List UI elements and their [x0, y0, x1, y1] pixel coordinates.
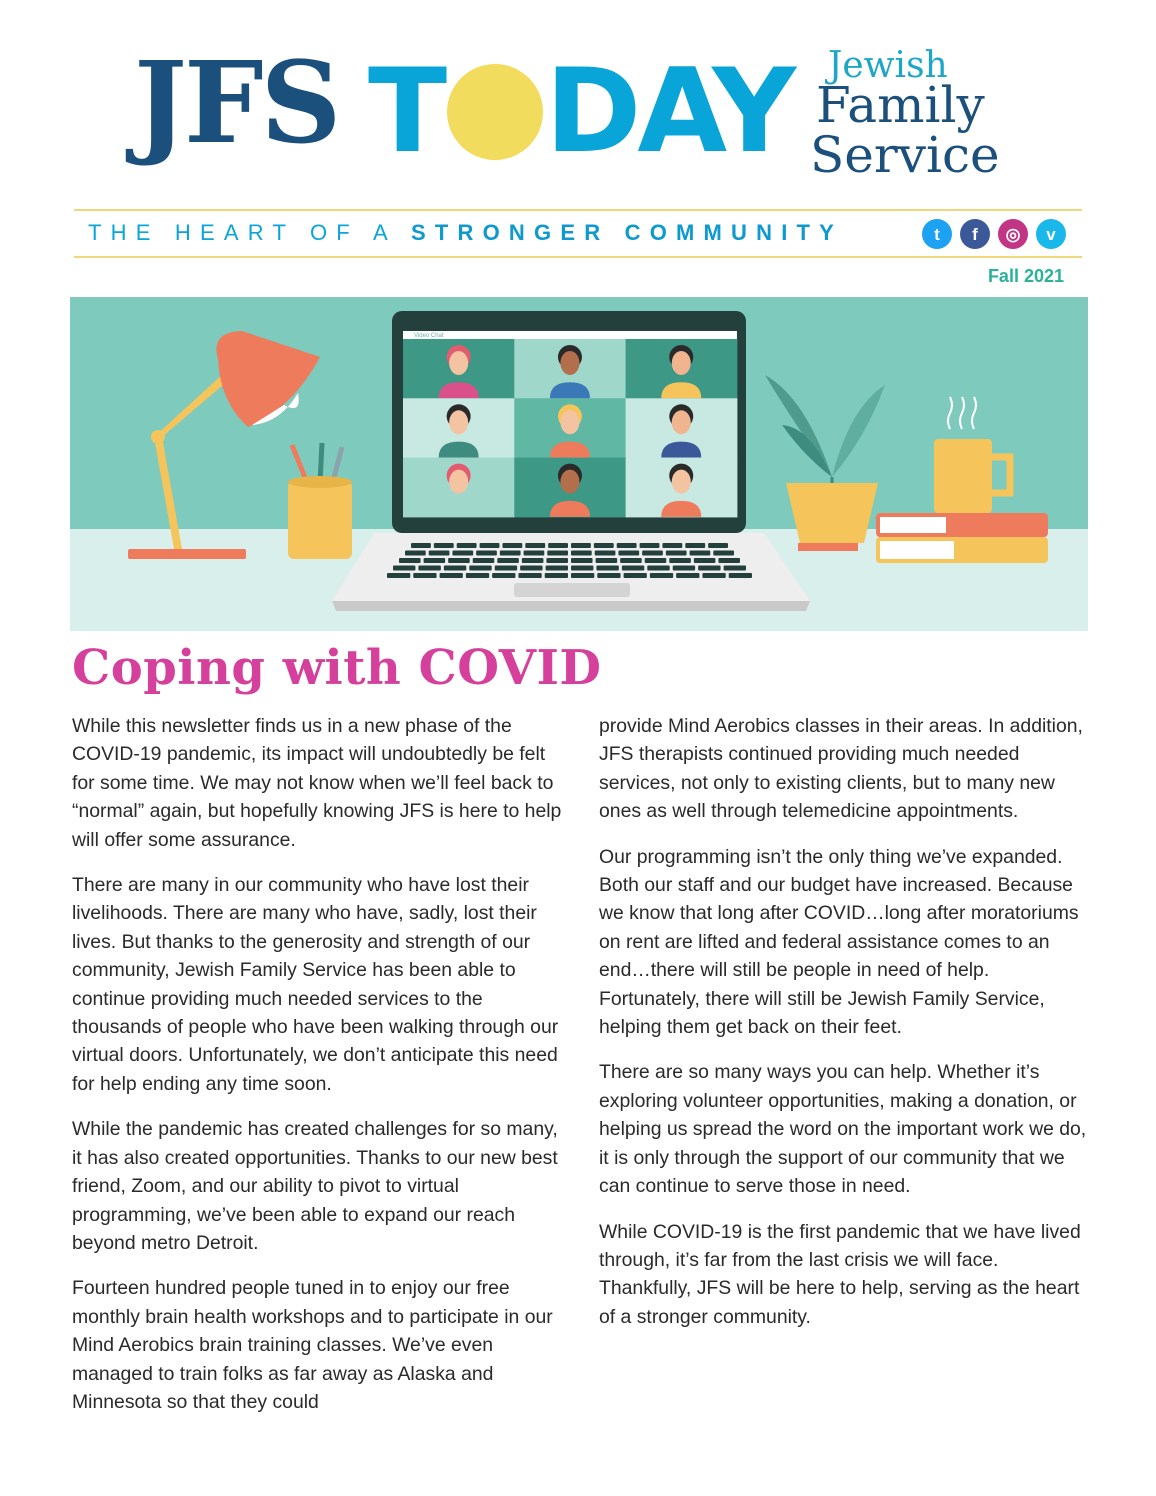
issue-date: Fall 2021 [987, 266, 1064, 286]
keyboard-key [518, 573, 541, 578]
keyboard-key [729, 573, 752, 578]
keyboard-key [452, 551, 473, 556]
keyboard-key [522, 558, 544, 563]
tagline-prefix: THE HEART OF A [88, 220, 396, 245]
logo-word-jewish: Jewish [828, 45, 948, 86]
keyboard-key [429, 551, 450, 556]
keyboard-key [571, 558, 593, 563]
video-tile [626, 339, 738, 399]
keyboard-key [495, 566, 517, 571]
keyboard-key [596, 566, 618, 571]
keyboard-key [520, 566, 542, 571]
facebook-icon[interactable]: f [960, 219, 990, 249]
keyboard-key [724, 566, 746, 571]
keyboard-key [571, 573, 594, 578]
article-column-left [72, 712, 566, 1433]
article-column-right [599, 712, 1093, 1348]
keyboard-key [713, 551, 734, 556]
keyboard-key [647, 566, 669, 571]
keyboard-key [548, 543, 568, 548]
keyboard-key [618, 551, 639, 556]
instagram-icon[interactable]: ◎ [998, 219, 1028, 249]
keyboard-key [469, 566, 491, 571]
keyboard-key [624, 573, 647, 578]
keyboard-key [444, 566, 466, 571]
keyboard-key [476, 551, 497, 556]
hero-illustration [70, 297, 1088, 631]
keyboard-key [457, 543, 477, 548]
keyboard-key [571, 551, 592, 556]
tagline-bar [74, 209, 1082, 258]
keyboard-key [492, 573, 515, 578]
masthead-today-t: T [368, 44, 444, 179]
video-tile [626, 398, 738, 458]
keyboard-key [545, 573, 568, 578]
keyboard-key [594, 543, 614, 548]
keyboard-key [595, 551, 616, 556]
video-tile [626, 458, 738, 518]
article-paragraph: provide Mind Aerobics classes in their areas. In addition, JFS therapists continued providing much needed services, not only to existing clients, but to many new ones as well through telemedicine appointments. [599, 715, 1083, 823]
video-tile [403, 398, 515, 458]
keyboard-key [399, 558, 421, 563]
keyboard-key [424, 558, 446, 563]
keyboard-key [448, 558, 470, 563]
keyboard-key [524, 551, 545, 556]
masthead-today [368, 44, 793, 179]
video-call-grid [403, 339, 737, 517]
keyboard-key [694, 558, 716, 563]
keyboard-key [617, 543, 637, 548]
keyboard-key [440, 573, 463, 578]
keyboard-key [596, 558, 618, 563]
keyboard-key [676, 573, 699, 578]
jewish-family-service-logo[interactable] [806, 45, 1026, 188]
keyboard-key [698, 566, 720, 571]
keyboard-key [669, 558, 691, 563]
keyboard-key [571, 566, 593, 571]
video-tile [403, 458, 515, 518]
video-tile [403, 339, 515, 399]
masthead-today-day: DAY [545, 44, 793, 179]
keyboard-key [571, 543, 591, 548]
keyboard-key [690, 551, 711, 556]
keyboard-key [525, 543, 545, 548]
keyboard-key [546, 558, 568, 563]
article-paragraph: Fourteen hundred people tuned in to enjoy our free monthly brain health workshops and to participate in our Mind Aerobics brain training classes. We’ve even managed to train folks as far away as Alaska and Minnesota so that they could [72, 1277, 553, 1413]
sun-icon [447, 64, 543, 160]
keyboard-key [718, 558, 740, 563]
keyboard-key [546, 566, 568, 571]
keyboard-key [547, 551, 568, 556]
keyboard-key [411, 543, 431, 548]
keyboard-key [622, 566, 644, 571]
article-paragraph: While this newsletter finds us in a new phase of the COVID-19 pandemic, its impact will undoubtedly be felt for some time. We may not know when we’ll feel back to “normal” again, but hopefully knowing JFS is here to help will offer some assurance. [72, 715, 562, 851]
article-headline: Coping with COVID [72, 640, 602, 696]
keyboard-key [413, 573, 436, 578]
keyboard-key [685, 543, 705, 548]
article-paragraph: There are so many ways you can help. Whether it’s exploring volunteer opportunities, making a donation, or helping us spread the word on the important work we do, it is only through the support of our community that we can continue to serve those in need. [599, 1061, 1087, 1198]
keyboard-key [620, 558, 642, 563]
twitter-icon[interactable]: t [922, 219, 952, 249]
social-links [922, 219, 1066, 249]
keyboard-key [502, 543, 522, 548]
keyboard-key [708, 543, 728, 548]
vimeo-icon[interactable]: v [1036, 219, 1066, 249]
keyboard-key [650, 573, 673, 578]
tagline-emphasis: STRONGER COMMUNITY [411, 220, 844, 245]
video-tile [514, 339, 626, 399]
keyboard-key [500, 551, 521, 556]
keyboard-key [597, 573, 620, 578]
keyboard-key [666, 551, 687, 556]
keyboard-key [497, 558, 519, 563]
article-paragraph: While COVID-19 is the first pandemic that we have lived through, it’s far from the last crisis we will face. Thankfully, JFS will be here to help, serving as the heart of a stronger community. [599, 1220, 1081, 1328]
keyboard-key [645, 558, 667, 563]
logo-word-family: Family [816, 76, 985, 134]
masthead [0, 0, 1156, 200]
keyboard-key [405, 551, 426, 556]
keyboard-key [466, 573, 489, 578]
keyboard-key [387, 573, 410, 578]
logo-word-service: Service [810, 126, 1000, 184]
keyboard-key [702, 573, 725, 578]
keyboard-key [673, 566, 695, 571]
video-tile [514, 398, 626, 458]
keyboard-key [662, 543, 682, 548]
video-chat-label: Video Chat [414, 333, 444, 339]
article-paragraph: While the pandemic has created challenges for so many, it has also created opportunities. Thanks to our new best friend, Zoom, and our ability to pivot to virtual programming, we’ve been able to expand our reach beyond metro Detroit. [72, 1118, 558, 1254]
keyboard-key [418, 566, 440, 571]
laptop-icon [332, 311, 810, 611]
keyboard-key [434, 543, 454, 548]
article-paragraph: There are many in our community who have lost their livelihoods. There are many who have, sadly, lost their lives. But thanks to the generosity and strength of our community, Jewish Family Service has been able to continue providing much needed services to the thousands of people who have been walking through our virtual doors. Unfortunately, we don’t anticipate this need for help ending any time soon. [72, 874, 559, 1095]
article-paragraph: Our programming isn’t the only thing we’ve expanded. Both our staff and our budget have increased. Because we know that long after COVID…long after moratoriums on rent are lifted and federal assistance comes to an end…there will still be people in need of help. Fortunately, there will still be Jewish Family Service, helping them get back on their feet. [599, 845, 1079, 1039]
keyboard-key [640, 543, 660, 548]
keyboard-key [473, 558, 495, 563]
keyboard-key [393, 566, 415, 571]
keyboard-key [642, 551, 663, 556]
keyboard-key [480, 543, 500, 548]
tagline [88, 222, 843, 244]
video-tile [514, 458, 626, 518]
masthead-jfs: JFS [134, 38, 339, 169]
